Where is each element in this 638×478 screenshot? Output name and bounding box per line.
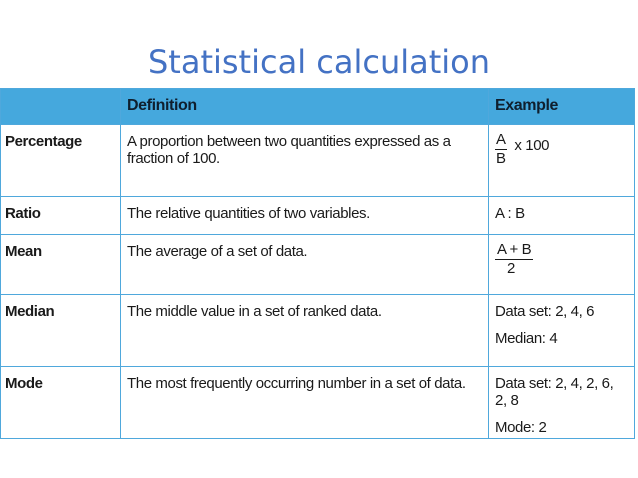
header-definition: Definition (121, 89, 489, 125)
statistics-table (0, 88, 635, 439)
fraction-multiplier: x 100 (514, 137, 550, 154)
table-header-row (1, 89, 635, 125)
example-cell (489, 125, 635, 197)
row-label: Ratio (1, 197, 121, 235)
example-cell (489, 295, 635, 367)
example-line-1: Data set: 2, 4, 6 (495, 303, 595, 320)
fraction-numerator: A (496, 131, 506, 148)
table-row-median (1, 295, 635, 367)
slide-title: Statistical calculation (147, 43, 491, 81)
fraction-denominator: B (496, 150, 506, 167)
row-label: Mode (1, 367, 121, 439)
table-row-mode (1, 367, 635, 439)
fraction-denominator: 2 (507, 260, 515, 277)
definition-cell: The average of a set of data. (121, 235, 489, 295)
fraction (495, 131, 507, 168)
row-label: Median (1, 295, 121, 367)
definition-cell: The relative quantities of two variables. (121, 197, 489, 235)
fraction (495, 241, 533, 278)
example-line-2: Median: 4 (495, 330, 558, 347)
example-line-2: Mode: 2 (495, 419, 547, 436)
example-cell: A : B (489, 197, 635, 235)
definition-cell: The middle value in a set of ranked data. (121, 295, 489, 367)
table-row-percentage (1, 125, 635, 197)
example-cell (489, 367, 635, 439)
row-label: Percentage (1, 125, 121, 197)
row-label: Mean (1, 235, 121, 295)
table-row-mean (1, 235, 635, 295)
definition-cell: A proportion between two quantities expressed as a fraction of 100. (121, 125, 489, 197)
example-line-1: Data set: 2, 4, 2, 6, 2, 8 (495, 375, 614, 409)
definition-cell: The most frequently occurring number in a set of data. (121, 367, 489, 439)
example-cell (489, 235, 635, 295)
fraction-numerator: A + B (497, 241, 532, 258)
table-row-ratio (1, 197, 635, 235)
header-corner-cell (1, 89, 121, 125)
header-example: Example (489, 89, 635, 125)
